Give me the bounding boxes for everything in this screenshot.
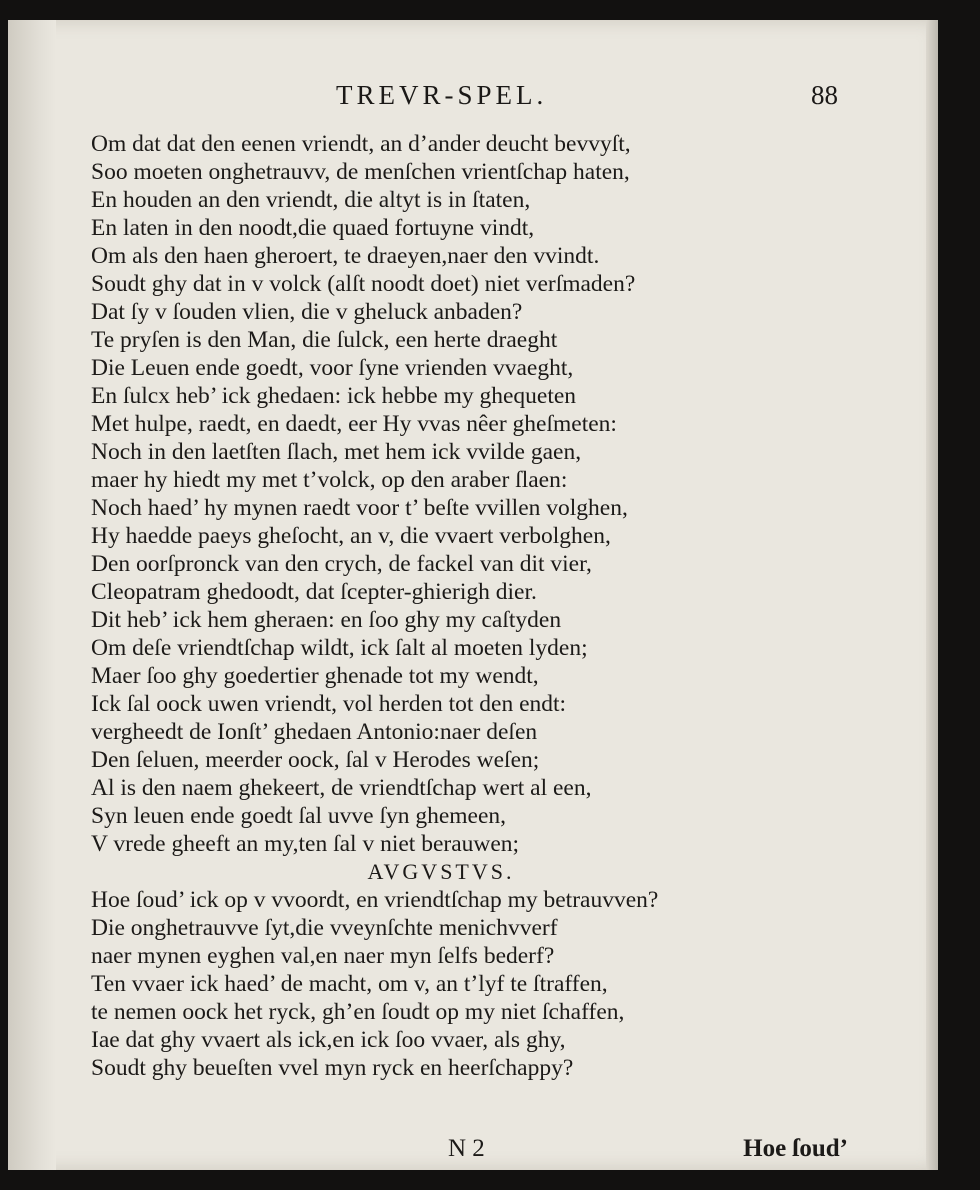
- verse-line: Hy haedde paeys gheſocht, an v, die vvaert verbolghen,: [91, 523, 611, 549]
- verse-text: [91, 130, 851, 1082]
- verse-line: Hoe ſoud’ ick op v vvoordt, en vriendtſchap my betrauvven?: [91, 887, 659, 913]
- verse-line: En ſulcx heb’ ick ghedaen: ick hebbe my ghequeten: [91, 383, 577, 409]
- signature-mark: N 2: [448, 1135, 485, 1162]
- verse-line: maer hy hiedt my met t’volck, op den araber ſlaen:: [91, 467, 568, 493]
- verse-line: Noch in den laetſten ſlach, met hem ick vvilde gaen,: [91, 439, 582, 465]
- verse-line: te nemen oock het ryck, gh’en ſoudt op my niet ſchaffen,: [91, 999, 625, 1025]
- verse-line: vergheedt de Ionſt’ ghedaen Antonio:naer deſen: [91, 719, 538, 745]
- verse-line: Soudt ghy beueſten vvel myn ryck en heerſchappy?: [91, 1055, 574, 1081]
- verse-line: Dat ſy v ſouden vlien, die v gheluck anbaden?: [91, 299, 523, 325]
- verse-line: En laten in den noodt,die quaed fortuyne vindt,: [91, 215, 535, 241]
- running-title: TREVR-SPEL.: [336, 80, 548, 110]
- verse-line: Cleopatram ghedoodt, dat ſcepter-ghierigh dier.: [91, 579, 537, 605]
- verse-line: Om als den haen gheroert, te draeyen,naer den vvindt.: [91, 243, 600, 269]
- verse-line: Om dat dat den eenen vriendt, an d’ander deucht bevvyſt,: [91, 131, 631, 157]
- verse-line: Om deſe vriendtſchap wildt, ick ſalt al moeten lyden;: [91, 635, 588, 661]
- verse-line: Den oorſpronck van den crych, de fackel van dit vier,: [91, 551, 592, 577]
- catchword: Hoe ſoud’: [743, 1135, 848, 1162]
- verse-line: Ick ſal oock uwen vriendt, vol herden tot den endt:: [91, 691, 567, 717]
- verse-line: V vrede gheeft an my,ten ſal v niet berauwen;: [91, 831, 520, 857]
- verse-line: Die onghetrauvve ſyt,die vveynſchte menichvverf: [91, 915, 558, 941]
- verse-line: Al is den naem ghekeert, de vriendtſchap wert al een,: [91, 775, 592, 801]
- book-page: [8, 20, 938, 1170]
- verse-line: Met hulpe, raedt, en daedt, eer Hy vvas nêer gheſmeten:: [91, 411, 617, 437]
- verse-line: Soudt ghy dat in v volck (alſt noodt doet) niet verſmaden?: [91, 271, 636, 297]
- verse-line: Iae dat ghy vvaert als ick,en ick ſoo vvaer, als ghy,: [91, 1027, 566, 1053]
- page-edge: [926, 20, 938, 1170]
- verse-line: Die Leuen ende goedt, voor ſyne vrienden vvaeght,: [91, 355, 574, 381]
- verse-line: En houden an den vriendt, die altyt is in ſtaten,: [91, 187, 531, 213]
- verse-line: Dit heb’ ick hem gheraen: en ſoo ghy my caſtyden: [91, 607, 562, 633]
- speaker-name: AVGVSTVS.: [367, 859, 515, 884]
- verse-line: Ten vvaer ick haed’ de macht, om v, an t’lyf te ſtraffen,: [91, 971, 608, 997]
- verse-line: naer mynen eyghen val,en naer myn ſelfs bederf?: [91, 943, 555, 969]
- page-header: [88, 80, 838, 114]
- verse-line: Te pryſen is den Man, die ſulck, een herte draeght: [91, 327, 558, 353]
- verse-line: Den ſeluen, meerder oock, ſal v Herodes weſen;: [91, 747, 540, 773]
- verse-line: Maer ſoo ghy goedertier ghenade tot my wendt,: [91, 663, 539, 689]
- page-footer: [448, 1135, 848, 1169]
- page-gutter: [8, 20, 56, 1170]
- page-number: 88: [811, 80, 838, 110]
- verse-line: Syn leuen ende goedt ſal uvve ſyn ghemeen,: [91, 803, 507, 829]
- verse-line: Soo moeten onghetrauvv, de menſchen vrientſchap haten,: [91, 159, 630, 185]
- verse-line: Noch haed’ hy mynen raedt voor t’ beſte vvillen volghen,: [91, 495, 628, 521]
